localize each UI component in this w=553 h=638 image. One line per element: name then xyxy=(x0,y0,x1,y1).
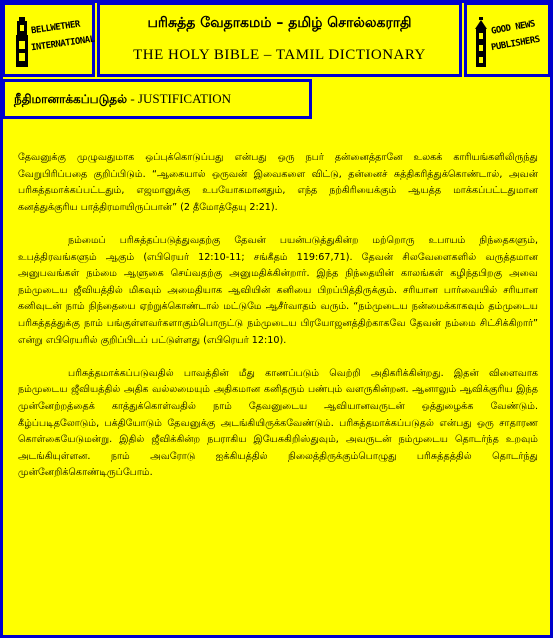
title-box xyxy=(97,2,462,77)
tower-icon xyxy=(473,17,489,67)
paragraph-2: நம்மைப் பரிசுத்தப்படுத்துவதற்கு தேவன் பயன்படுத்துகின்ற மற்றொரு உபாயம் நிந்தைகளும், உபத்திரவங்களும் ஆகும் (எபிரெயர் 12:10-11; சங்கீதம் 119:67,71). தேவன் சிலவேளைகளில் வருத்தமான அனுபவங்கள் நம்மை ஆளுகை செய்வதற்கு அனுமதிக்கின்றார். இந்த நிந்தையின் காலங்கள் கழிந்தபிறகு அவை நம்முடைய ஜீவியத்தில் மிகவும் அமைதியாக ஆவியின் கனியை பிறப்பித்திருக்கும். சரியான பார்வையில் சரியான கனிவுடன் நாம் நிந்தையை ஏற்றுக்கொண்டால் மட்டுமே ஆசீர்வாதம் வரும். “நம்முடைய நன்மைக்காகவும் தம்முடைய பரிசுத்தத்துக்கு நாம் பங்குள்ளவர்களாகும்பொருட்டு நம்முடைய பிரயோஜனத்திற்காகவே தேவன் நம்மை சிட்சிக்கிறார்” என்று எபிரெயரில் குறிப்பிடப் பட்டுள்ளது (எபிரெயர் 12:10). xyxy=(18,234,538,346)
heading-english: - JUSTIFICATION xyxy=(127,91,232,106)
article-body xyxy=(18,150,538,498)
paragraph-1: தேவனுக்கு முழுவதுமாக ஒப்புக்கொடுப்பது என்பது ஒரு நபர் தன்னைத்தானே உலகக் காரியங்களிலிருந்து வேறுபிரிப்பதை குறிப்பிடும். “ஆகையால் ஒருவன் இவைகளை விட்டு, தன்னைச் சுத்திகரித்துக்கொண்டால், அவன் பரிசுத்தமாக்கப்பட்டதும், எஜமானுக்கு உபயோகமானதும், எந்த நற்கிரியைக்கும் ஆயத்த மாக்கப்பட்டதுமான கனத்துக்குரிய பாத்திரமாயிருப்பான்” (2 தீமோத்தேயு 2:21). xyxy=(18,152,538,213)
good-news-logo xyxy=(473,17,543,69)
heading-tamil: நீதிமானாக்கப்படுதல் xyxy=(14,92,128,106)
good-news-logo-box xyxy=(464,2,551,77)
bellwether-logo-box xyxy=(2,2,95,77)
bell-tower-icon xyxy=(15,17,29,67)
logo-right-line-1: GOOD NEWS xyxy=(490,19,536,37)
title-tamil: பரிசுத்த வேதாகமம் – தமிழ் சொல்லகராதி xyxy=(147,15,412,31)
logo-left-line-2: INTERNATIONAL xyxy=(30,34,96,54)
paragraph-3: பரிசுத்தமாக்கப்படுவதில் பாவத்தின் மீது காணப்படும் வெற்றி அதிகரிக்கின்றது. இதன் விளைவாக நம்முடைய ஜீவியத்தில் அதிக வல்லமையும் அதிகமான கனிதரும் பண்பும் வளருகின்றன. ஆனாலும் ஆவிக்குரிய இந்த முன்னேற்றத்தைக் காத்துக்கொள்வதில் நாம் தேவனுடைய ஆவியானவருடன் ஒத்துழைக்க வேண்டும். கீழ்ப்படிதலோடும், பக்தியோடும் தேவனுக்கு அடங்கியிருக்கவேண்டும். பரிசுத்தமாக்கப்படுதல் என்பது ஒரு சாதாரண கொள்கையேடுமன்று. இதில் ஜீவிக்கின்ற நபராகிய இயேசுகிறிஸ்துவும், அவருடன் நம்முடைய தொடர்ந்த உறவும் அடங்கியுள்ளன. நாம் அவரோடு ஐக்கியத்தில் நிலைத்திருக்கும்பொழுது பரிசுத்தத்தில் தொடர்ந்து முன்னேறிக்கொண்டிருப்போம். xyxy=(18,367,538,479)
topic-heading-box xyxy=(2,79,312,119)
bellwether-logo xyxy=(15,17,96,69)
title-english: THE HOLY BIBLE – TAMIL DICTIONARY xyxy=(133,47,426,63)
logo-left-line-1: BELLWETHER xyxy=(30,19,81,37)
topic-heading xyxy=(14,91,231,108)
logo-right-line-2: PUBLISHERS xyxy=(490,34,541,54)
